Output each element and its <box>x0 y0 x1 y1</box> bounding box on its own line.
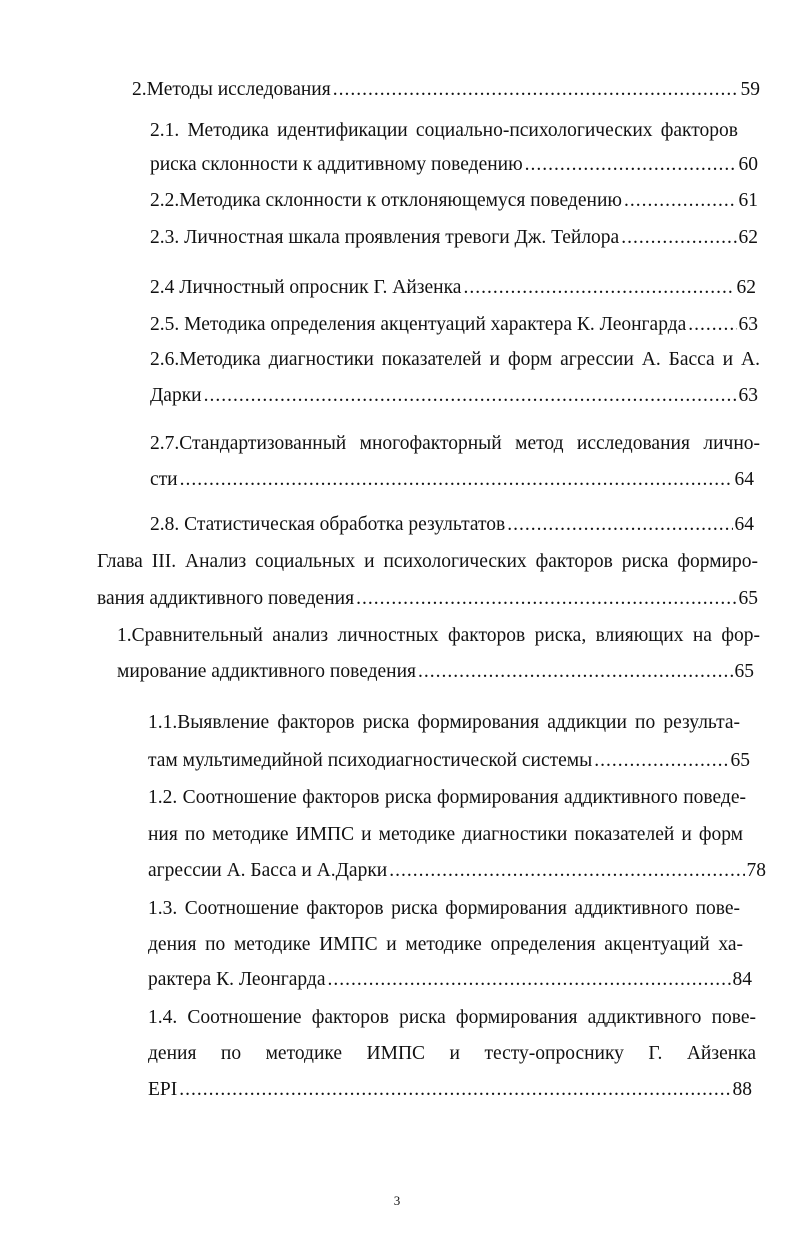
toc-page-number: 61 <box>738 190 758 211</box>
toc-entry-line: 1.4. Соотношение факторов риска формирования аддиктивного пове- <box>148 1007 756 1028</box>
toc-entry-line: 2.6.Методика диагностики показателей и форм агрессии А. Басса и А. <box>150 349 760 370</box>
toc-page-number: 88 <box>732 1079 752 1100</box>
toc-entry-line: 1.Сравнительный анализ личностных факторов риска, влияющих на фор- <box>117 625 760 646</box>
toc-entry <box>150 312 758 338</box>
dot-leader <box>525 152 737 178</box>
toc-entry <box>150 512 754 538</box>
toc-page-number: 62 <box>738 227 758 248</box>
toc-entry <box>150 225 758 251</box>
toc-entry-title: 2.3. Личностная шкала проявления тревоги Дж. Тейлора <box>150 227 620 248</box>
dot-leader <box>356 586 736 612</box>
dot-leader <box>179 1077 730 1103</box>
toc-entry <box>150 383 758 409</box>
toc-entry-title: EPI <box>148 1079 178 1100</box>
toc-page-number: 84 <box>732 969 752 990</box>
toc-entry-title: сти <box>150 469 178 490</box>
dot-leader <box>507 512 732 538</box>
dot-leader <box>688 312 736 338</box>
page-number: 3 <box>393 1193 401 1208</box>
dot-leader <box>418 659 732 685</box>
toc-entry-line: 2.1. Методика идентификации социально-психологических факторов <box>150 120 738 141</box>
toc-entry-title: рактера К. Леонгарда <box>148 969 326 990</box>
toc-entry-title: агрессии А. Басса и А.Дарки <box>148 860 388 881</box>
dot-leader <box>333 77 739 103</box>
dot-leader <box>204 383 737 409</box>
toc-entry <box>148 748 750 774</box>
toc-entry <box>150 467 754 493</box>
toc-page-number: 65 <box>738 588 758 609</box>
toc-entry-line: 1.3. Соотношение факторов риска формирования аддиктивного пове- <box>148 898 740 919</box>
toc-entry <box>150 188 758 214</box>
toc-entry-title: 2.2.Методика склонности к отклоняющемуся поведению <box>150 190 622 211</box>
dot-leader <box>594 748 728 774</box>
toc-entry-title: 2.5. Методика определения акцентуаций характера К. Леонгарда <box>150 314 687 335</box>
toc-entry-line: дения по методике ИМПС и тесту-опроснику Г. Айзенка <box>148 1043 756 1064</box>
dot-leader <box>621 225 736 251</box>
toc-entry <box>148 967 752 993</box>
toc-entry-line: 2.7.Стандартизованный многофакторный метод исследования лично- <box>150 433 760 454</box>
toc-page-number: 78 <box>746 860 766 881</box>
toc-chapter <box>97 586 758 612</box>
toc-entry <box>148 858 766 884</box>
toc-entry-title: 2.4 Личностный опросник Г. Айзенка <box>150 277 462 298</box>
toc-entry <box>150 275 756 301</box>
dot-leader <box>463 275 734 301</box>
toc-entry-title: вания аддиктивного поведения <box>97 588 355 609</box>
toc-entry-title: 2.Методы исследования <box>132 79 331 100</box>
toc-entry-line: 1.1.Выявление факторов риска формирования аддикции по результа- <box>148 712 740 733</box>
dot-leader <box>328 967 731 993</box>
dot-leader <box>180 467 733 493</box>
toc-entry-line: дения по методике ИМПС и методике определения акцентуаций ха- <box>148 934 743 955</box>
toc-entry <box>148 1077 752 1103</box>
toc-entry-title: мирование аддиктивного поведения <box>117 661 417 682</box>
toc-page-number: 60 <box>738 154 758 175</box>
toc-page-number: 64 <box>734 514 754 535</box>
toc-entry-title: там мультимедийной психодиагностической системы <box>148 750 593 771</box>
toc-page-number: 59 <box>740 79 760 100</box>
toc-page-number: 65 <box>730 750 750 771</box>
dot-leader <box>389 858 744 884</box>
toc-page-number: 63 <box>738 385 758 406</box>
toc-entry-line: 1.2. Соотношение факторов риска формирования аддиктивного поведе- <box>148 787 746 808</box>
toc-page-number: 63 <box>738 314 758 335</box>
toc-entry-title: риска склонности к аддитивному поведению <box>150 154 523 175</box>
toc-entry-title: Дарки <box>150 385 202 406</box>
toc-page-number: 64 <box>734 469 754 490</box>
toc-page-number: 62 <box>736 277 756 298</box>
toc-chapter-line: Глава III. Анализ социальных и психологических факторов риска формиро- <box>97 551 758 572</box>
toc-entry-line: ния по методике ИМПС и методике диагностики показателей и форм <box>148 824 743 845</box>
toc-entry-title: 2.8. Статистическая обработка результатов <box>150 514 506 535</box>
dot-leader <box>624 188 737 214</box>
toc-entry <box>150 152 758 178</box>
toc-entry <box>132 77 760 103</box>
toc-page-number: 65 <box>734 661 754 682</box>
toc-entry <box>117 659 754 685</box>
